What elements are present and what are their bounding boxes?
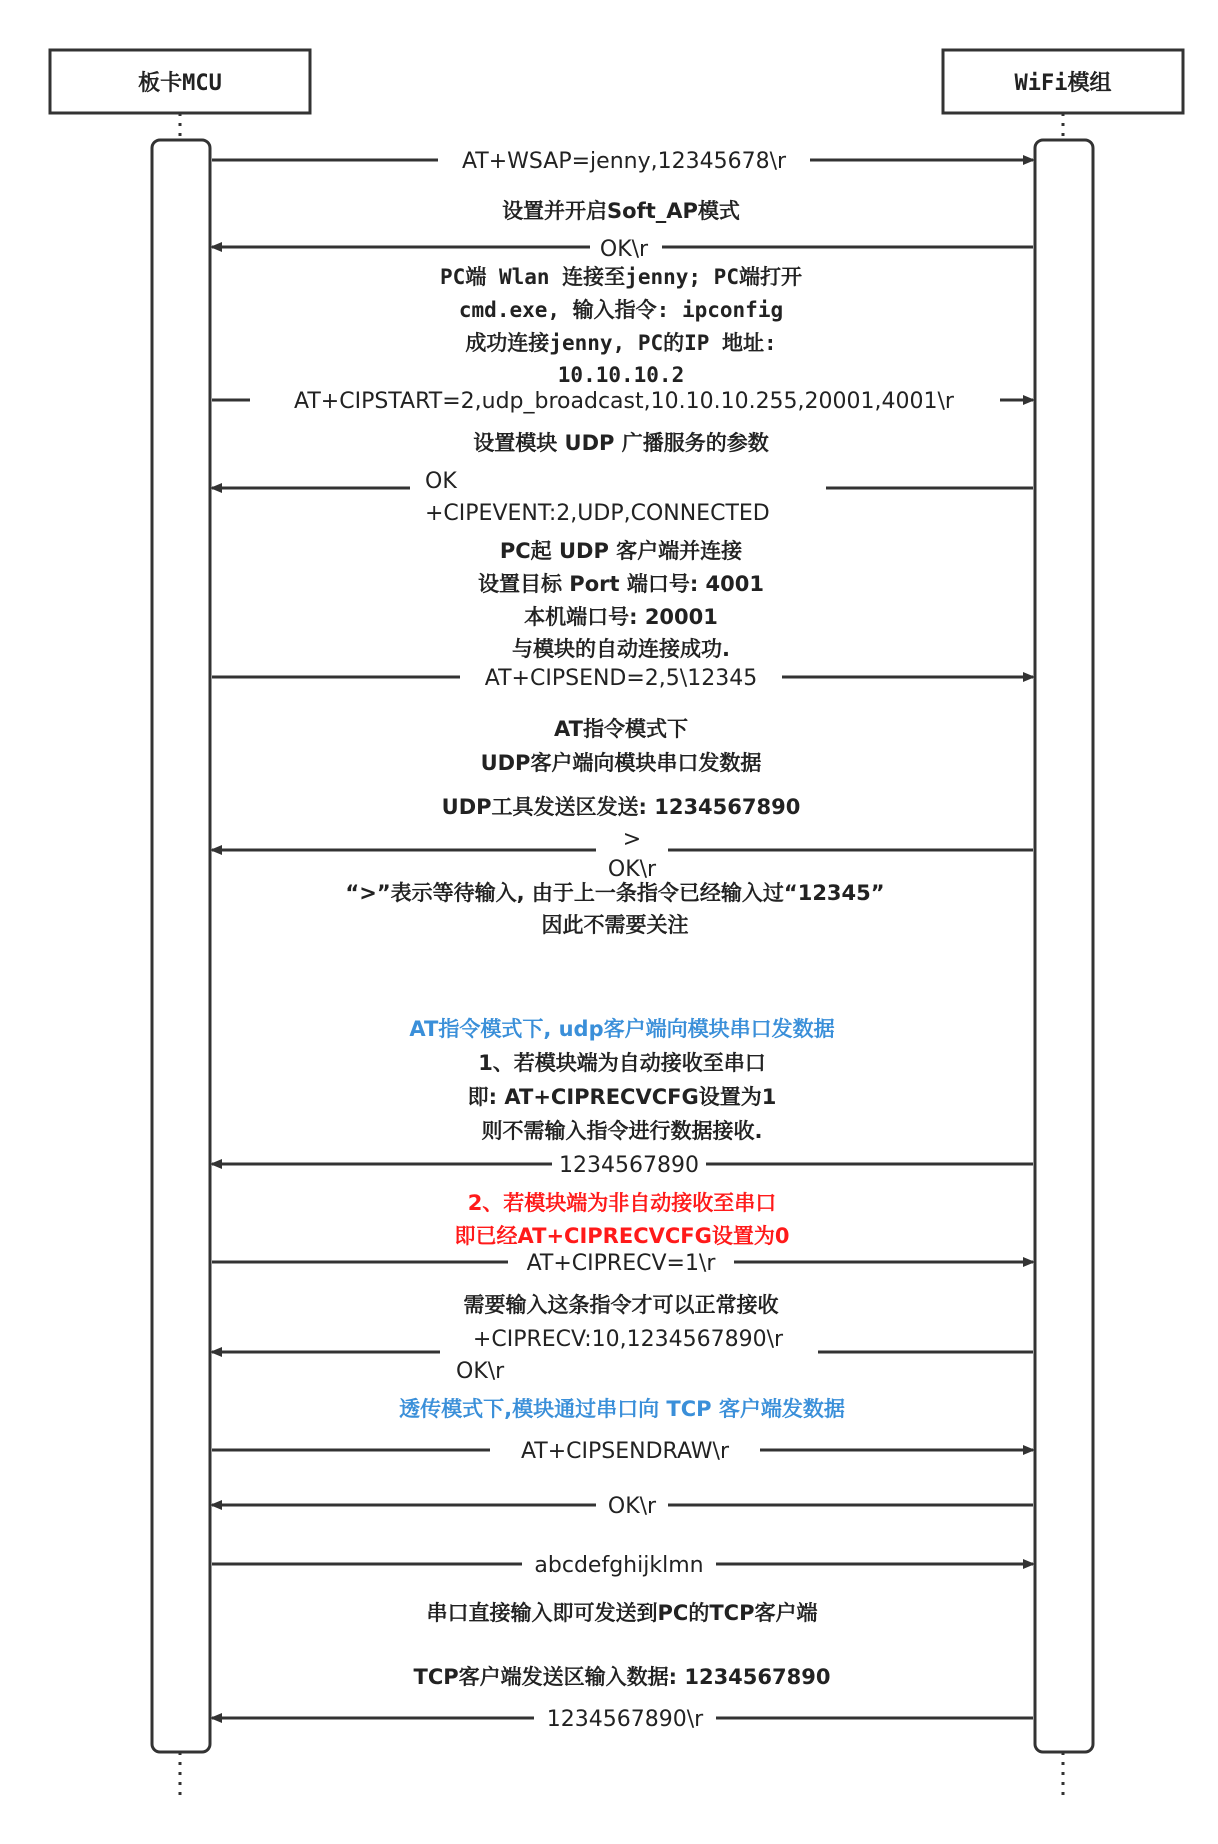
note-red-manual-1: 2、若模块端为非自动接收至串口	[467, 1191, 777, 1215]
note-blue-passthrough: 透传模式下,模块通过串口向 TCP 客户端发数据	[399, 1397, 845, 1421]
note-blue-at-mode: AT指令模式下, udp客户端向模块串口发数据	[409, 1017, 835, 1041]
message-6-label-line1: >	[622, 827, 642, 852]
message-6	[212, 826, 1033, 882]
note-auto-recv-3: 则不需输入指令进行数据接收.	[481, 1119, 763, 1143]
message-12-label: abcdefghijklmn	[534, 1553, 704, 1578]
message-7-label: 1234567890	[559, 1153, 699, 1178]
note-pc-wlan-2: cmd.exe, 输入指令: ipconfig	[458, 298, 784, 322]
message-13-label: 1234567890\r	[546, 1707, 704, 1732]
note-auto-recv-1: 1、若模块端为自动接收至串口	[478, 1051, 766, 1075]
activation-left	[152, 140, 210, 1752]
note-need-cmd: 需要输入这条指令才可以正常接收	[463, 1293, 779, 1317]
message-9-label-line2: OK\r	[456, 1359, 505, 1384]
note-red-manual-2: 即已经AT+CIPRECVCFG设置为0	[454, 1224, 790, 1248]
message-1-label: AT+WSAP=jenny,12345678\r	[461, 149, 787, 174]
message-4-label-line2: +CIPEVENT:2,UDP,CONNECTED	[425, 501, 770, 526]
message-8	[212, 1250, 1033, 1276]
note-at-mode-2: UDP客户端向模块串口发数据	[480, 751, 762, 775]
participant-right-label: WiFi模组	[1014, 71, 1112, 96]
note-pc-wlan-1: PC端 Wlan 连接至jenny; PC端打开	[440, 265, 802, 289]
note-pc-wlan-3: 成功连接jenny, PC的IP 地址:	[465, 331, 777, 355]
note-pc-udp-4: 与模块的自动连接成功.	[512, 637, 730, 661]
message-13	[212, 1706, 1033, 1732]
message-12	[212, 1552, 1033, 1578]
message-5-label: AT+CIPSEND=2,5\12345	[484, 666, 758, 691]
message-9-label-line1: +CIPRECV:10,1234567890\r	[472, 1327, 784, 1352]
participant-right	[943, 50, 1183, 113]
message-5	[212, 665, 1033, 691]
note-pc-udp-2: 设置目标 Port 端口号: 4001	[478, 572, 764, 596]
message-3	[212, 388, 1033, 414]
note-at-mode-1: AT指令模式下	[554, 717, 688, 741]
message-6-label-line2: OK\r	[607, 857, 657, 882]
note-tcp-client: TCP客户端发送区输入数据: 1234567890	[413, 1665, 831, 1689]
message-4-label-line1: OK	[425, 469, 457, 494]
note-pc-udp-1: PC起 UDP 客户端并连接	[499, 539, 743, 563]
message-7	[212, 1152, 1033, 1178]
note-serial-direct: 串口直接输入即可发送到PC的TCP客户端	[426, 1601, 818, 1625]
message-2	[212, 235, 1033, 262]
message-4	[212, 468, 1033, 526]
participant-left-label: 板卡MCU	[138, 71, 222, 96]
note-udp-broadcast: 设置模块 UDP 广播服务的参数	[473, 431, 769, 455]
message-1	[212, 148, 1033, 174]
note-pc-udp-3: 本机端口号: 20001	[524, 605, 718, 629]
message-11	[212, 1493, 1033, 1519]
message-2-label: OK\r	[599, 237, 649, 262]
note-udp-tool: UDP工具发送区发送: 1234567890	[441, 795, 801, 819]
participant-left	[50, 50, 310, 113]
message-8-label: AT+CIPRECV=1\r	[526, 1251, 716, 1276]
message-11-label: OK\r	[607, 1494, 657, 1519]
message-9	[212, 1324, 1033, 1384]
note-auto-recv-2: 即: AT+CIPRECVCFG设置为1	[467, 1085, 777, 1109]
note-wait-input-2: 因此不需要关注	[541, 913, 689, 937]
activation-right	[1035, 140, 1093, 1752]
note-soft-ap: 设置并开启Soft_AP模式	[502, 199, 740, 223]
note-wait-input-1: “>”表示等待输入, 由于上一条指令已经输入过“12345”	[345, 881, 885, 905]
message-10	[212, 1438, 1033, 1464]
note-pc-ip: 10.10.10.2	[557, 363, 685, 387]
message-10-label: AT+CIPSENDRAW\r	[520, 1439, 730, 1464]
message-3-label: AT+CIPSTART=2,udp_broadcast,10.10.10.255,20001,4001\r	[294, 389, 954, 414]
